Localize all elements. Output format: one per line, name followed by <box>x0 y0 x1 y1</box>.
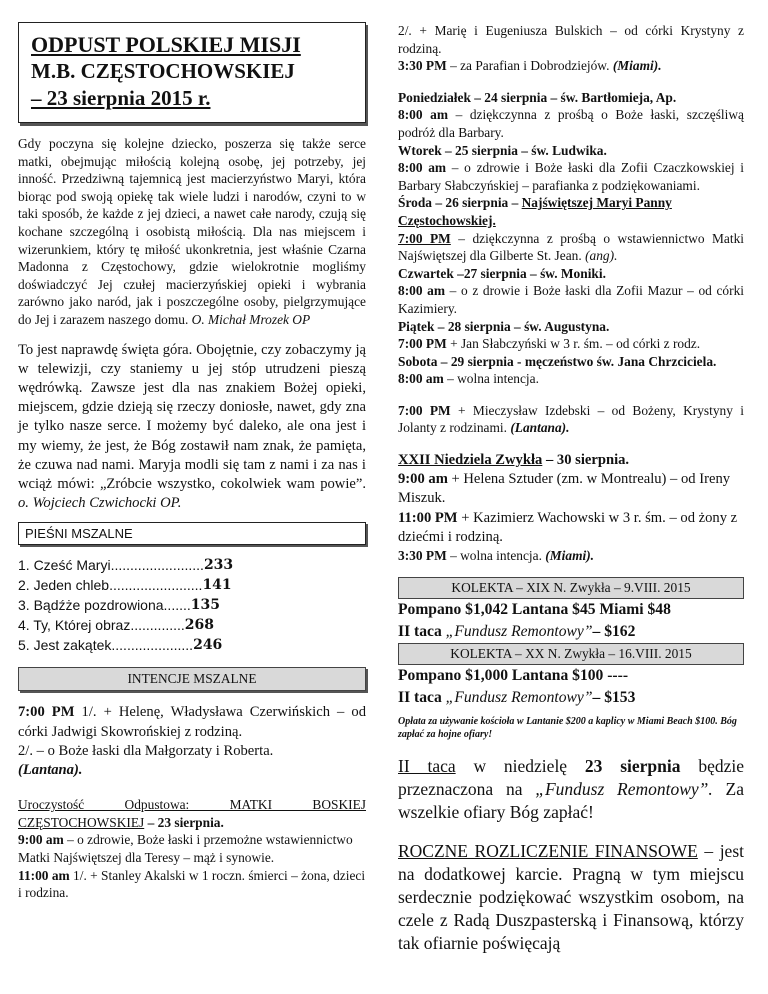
left-column <box>18 14 366 902</box>
taca-fund: „Fundusz Remontowy” <box>445 622 593 640</box>
song-label: 4. Ty, Której obraz <box>18 617 131 634</box>
song-number: 135 <box>190 597 221 614</box>
song-item <box>18 575 366 595</box>
collection-note: Opłata za używanie kościoła w Lantanie $200 a kaplicy w Miami Beach $100. Bóg zapłać za hojne ofiary! <box>398 715 737 740</box>
feast-date: – 23 sierpnia. <box>144 814 224 830</box>
feast-1100 <box>18 867 366 902</box>
annual-report <box>398 840 744 955</box>
collection-header: KOLEKTA – XIX N. Zwykła – 9.VIII. 2015 <box>398 577 744 599</box>
songs-list <box>18 555 366 655</box>
intention-time: 8:00 am <box>398 371 444 387</box>
taca-fund: „Fundusz Remontowy” <box>445 688 593 706</box>
intention-second <box>18 742 366 780</box>
intro-text: Gdy poczyna się kolejne dziecko, poszerza się także serce matki, obejmując miłością kolejną osobę, jej potrzeby, jej inność. Przedziwną tajemnicą jest macierzyństwo Maryi, która biorąc pod swoją opiekę tak wiele ludzi i narodów, czyni to w taki sposób, że każde z jej dzieci, a nawet całe narody, czują się kochane szczególną i osobistą miłością. Dla nas miejscem i wizerunkiem, który tę miłość ukonkretnia, jest właśnie Czarna Madonna z Częstochowy, gdzie wielokrotnie mogliśmy doświadczyć Jej czułej macierzyńskiej opieki i wybrania zarówno jako naród, jak i poszczególne osoby, pielgrzymujące do Jej i zarazem naszego domu. <box>18 136 366 327</box>
intention-time: 7:00 PM <box>18 704 75 721</box>
intention-text: 2/. – o Boże łaski dla Małgorzaty i Roberta. <box>18 742 274 759</box>
day-heading: Poniedziałek – 24 sierpnia – św. Bartłomieja, Ap. <box>398 89 677 105</box>
intention-time: 11:00 am <box>18 867 70 883</box>
day-intention <box>398 470 744 508</box>
intention-time: 7:00 PM <box>398 402 451 418</box>
intention-text: – o z drowie i Boże łaski dla Zofii Mazur – od córki Kazimiery. <box>398 283 744 316</box>
intention-text: – dziękczynna z prośbą o wstawiennictwo Matki Najświętszej dla Gilberte St. Jean. <box>398 230 744 264</box>
annual-heading: ROCZNE ROZLICZENIE FINANSOWE <box>398 840 698 861</box>
song-item <box>18 635 366 655</box>
collection-taca <box>398 621 744 643</box>
day-heading: Piątek – 28 sierpnia – św. Augustyna. <box>398 318 610 334</box>
intention-text: – dziękczynna z prośbą o Boże łaski, szczęśliwą podróż dla Barbary. <box>398 107 744 140</box>
day-intention <box>398 159 744 194</box>
collections <box>398 577 744 741</box>
song-item <box>18 615 366 635</box>
collection-header: KOLEKTA – XX N. Zwykła – 16.VIII. 2015 <box>398 643 744 665</box>
intention-time: 7:00 PM <box>398 230 451 246</box>
intention-text: + Kazimierz Wachowski w 3 r. śm. – od żony z dziećmi i rodziną. <box>398 509 738 545</box>
intention-cont <box>398 22 744 75</box>
intention-text: 1/. + Stanley Akalski w 1 roczn. śmierci – żona, dzieci i rodzina. <box>18 867 366 901</box>
song-dots: ........................ <box>110 557 204 574</box>
intention-place: (Lantana). <box>18 761 83 778</box>
day-intention <box>398 370 744 388</box>
intention-time: 9:00 am <box>18 832 64 848</box>
day-heading <box>398 451 744 470</box>
songs-header: PIEŚNI MSZALNE <box>18 522 366 545</box>
taca-amount: – $153 <box>592 688 636 706</box>
day-heading: Wtorek – 25 sierpnia – św. Ludwika. <box>398 142 607 158</box>
intention-text: – o zdrowie i Boże łaski dla Zofii Czaczkowskiej i Barbary Słabczyńskiej – parafianka z podziękowaniami. <box>398 160 744 193</box>
day-intention <box>398 282 744 317</box>
song-item <box>18 555 366 575</box>
intention-text: + Mieczysław Izdebski – od Bożeny, Krystyny i Jolanty z rodzinami. <box>398 402 744 436</box>
notice-text: w niedzielę <box>455 755 585 776</box>
day-intention <box>398 402 744 437</box>
day-intention <box>398 106 744 141</box>
intention-time: 8:00 am <box>398 160 447 176</box>
intentions-header: INTENCJE MSZALNE <box>18 667 366 691</box>
collection-taca <box>398 687 744 709</box>
intention-time: 11:00 PM <box>398 509 458 526</box>
day-heading <box>398 194 744 229</box>
day-heading: Czwartek –27 sierpnia – św. Moniki. <box>398 265 606 281</box>
collection-amounts: Pompano $1,000 Lantana $100 ---- <box>398 666 629 684</box>
intention-place: (Lantana). <box>510 420 570 436</box>
song-dots: ....... <box>163 597 191 614</box>
sunday-date: – 30 sierpnia. <box>542 452 630 469</box>
day-heading: Sobota – 29 sierpnia - męczeństwo św. Jana Chrzciciela. <box>398 353 717 369</box>
day-intention <box>398 509 744 547</box>
day-intention <box>398 230 744 265</box>
notice-text: będzie przeznaczona na <box>398 755 744 799</box>
notice-text: Za wszelkie ofiary Bóg zapłać! <box>398 778 744 822</box>
feast-900 <box>18 831 366 866</box>
day-heading-date: Środa – 26 sierpnia – <box>398 195 522 211</box>
intro-author: O. Michał Mrozek OP <box>191 311 311 327</box>
reflection-text: To jest naprawdę święta góra. Obojętnie, czy zobaczymy ją w telewizji, czy staniemy u jej stóp utrudzeni pieszą wędrówką. Zawsze jest dla nas znakiem Bożej opieki, miejscem, gdzie dzieją się rzeczy doniosłe, nawet, gdy zna je tylko nasze serce. I możemy być daleko, ale ona jest i my wiemy, że jest, że Bóg zostawił nam znak, że pamięta, że czuwa nad nami. Maryja modli się tam z nami i za nas i wciąż mówi: „Zróbcie wszystko, cokolwiek wam powie”. <box>18 341 366 492</box>
intention-time: 3:30 PM <box>398 548 447 564</box>
song-label: 5. Jest zakątek <box>18 637 112 654</box>
intention-time: 8:00 am <box>398 107 448 123</box>
intention-time: 3:30 PM <box>398 58 447 74</box>
intention-text: – za Parafian i Dobrodziejów. <box>446 58 610 74</box>
song-number: 268 <box>184 617 215 634</box>
title-box <box>18 22 366 123</box>
right-column <box>398 22 744 955</box>
day-heading-feast: Najświętszej Maryi Panny Częstochowskiej. <box>398 195 672 228</box>
notice-fund: „Fundusz Remontowy”. <box>535 778 713 799</box>
annual-text: – jest na dodatkowej karcie. Pragną w tym miejscu serdecznie podziękować wszystkim osobom, na czele z Radą Duszpasterską i Finansową, którzy tak ofiarnie poświęcają <box>398 840 744 953</box>
intention-time: 9:00 am <box>398 471 448 488</box>
intention-time: 7:00 PM <box>398 336 447 352</box>
intention-text: + Jan Słabczyński w 3 r. śm. – od córki z rodz. <box>446 336 701 352</box>
sunday-intentions <box>398 451 744 565</box>
intention-text: – o zdrowie, Boże łaski i przemożne wstawiennictwo Matki Najświętszej dla Teresy – mąż i synowie. <box>18 832 353 865</box>
page-subtitle: M.B. CZĘSTOCHOWSKIEJ <box>31 59 295 83</box>
intention-place: (Miami). <box>545 548 595 564</box>
collection-amounts: Pompano $1,042 Lantana $45 Miami $48 <box>398 600 671 618</box>
intention-first <box>18 703 366 741</box>
intention-note: (ang). <box>585 248 618 264</box>
song-label: 1. Cześć Maryi <box>18 557 111 574</box>
intention-text: + Helena Sztuder (zm. w Montrealu) – od Ireny Miszuk. <box>398 471 731 507</box>
intention-place: (Miami). <box>612 58 662 74</box>
song-item <box>18 595 366 615</box>
song-label: 2. Jeden chleb <box>18 577 110 594</box>
intro-paragraph <box>18 135 366 329</box>
day-intention <box>398 547 744 565</box>
taca-label: II taca <box>398 688 446 706</box>
weekday-intentions <box>398 89 744 437</box>
intention-text: 1/. + Helenę, Władysława Czerwińskich – od córki Jadwigi Skowrońskiej z rodziną. <box>18 704 366 740</box>
intention-text: 2/. + Marię i Eugeniusza Bulskich – od córki Krystyny z rodziną. <box>398 23 744 56</box>
reflection-paragraph <box>18 341 366 514</box>
intention-text: – wolna intencja. <box>443 371 539 387</box>
intention-text: – wolna intencja. <box>446 548 542 564</box>
notice-label: II taca <box>398 755 456 776</box>
sunday-title: XXII Niedziela Zwykła <box>398 452 543 469</box>
song-number: 141 <box>202 577 232 594</box>
intention-time: 8:00 am <box>398 283 446 299</box>
notice-date: 23 sierpnia <box>584 755 681 776</box>
song-dots: ..................... <box>111 637 194 654</box>
page-title: ODPUST POLSKIEJ MISJI <box>31 32 301 57</box>
taca-amount: – $162 <box>592 622 636 640</box>
song-dots: ........................ <box>109 577 203 594</box>
taca-label: II taca <box>398 622 446 640</box>
reflection-author: o. Wojciech Czwichocki OP. <box>18 495 182 512</box>
feast-heading <box>18 796 366 831</box>
second-taca-notice <box>398 755 744 824</box>
page-date: – 23 sierpnia 2015 r. <box>31 86 211 110</box>
song-label: 3. Bądźże pozdrowiona <box>18 597 164 614</box>
song-number: 233 <box>203 557 234 574</box>
song-dots: .............. <box>130 617 185 634</box>
day-intention <box>398 335 744 353</box>
song-number: 246 <box>193 637 223 654</box>
feast-title: Uroczystość Odpustowa: MATKI BOSKIEJ CZĘSTOCHOWSKIEJ <box>18 797 366 830</box>
